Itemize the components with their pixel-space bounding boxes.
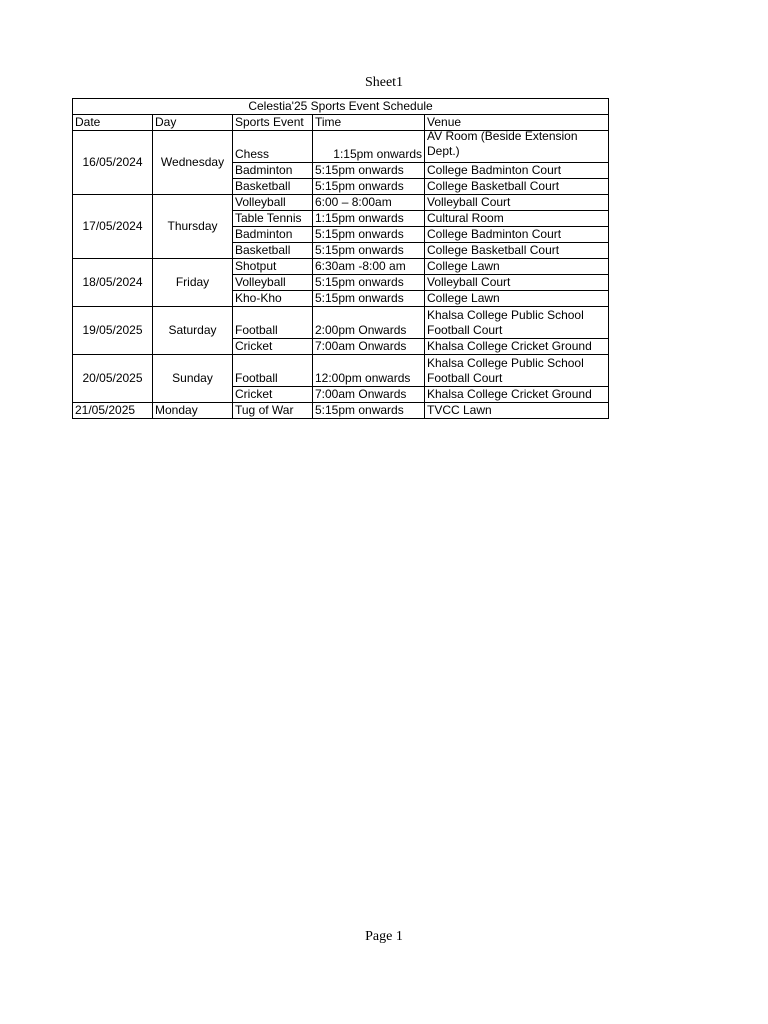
event-cell: Volleyball — [233, 195, 313, 211]
table-row — [73, 307, 609, 339]
table-row — [73, 355, 609, 387]
time-cell: 5:15pm onwards — [313, 227, 425, 243]
date-cell: 19/05/2025 — [73, 307, 153, 355]
date-cell: 18/05/2024 — [73, 259, 153, 307]
time-cell: 7:00am Onwards — [313, 387, 425, 403]
time-cell: 6:30am -8:00 am — [313, 259, 425, 275]
day-cell: Sunday — [153, 355, 233, 403]
date-cell: 20/05/2025 — [73, 355, 153, 403]
sports-schedule-table — [72, 98, 609, 419]
time-cell: 5:15pm onwards — [313, 403, 425, 419]
table-row — [73, 403, 609, 419]
day-cell: Wednesday — [153, 131, 233, 195]
day-cell: Thursday — [153, 195, 233, 259]
table-title-row — [73, 99, 609, 115]
venue-cell: Cultural Room — [425, 211, 609, 227]
venue-cell: College Lawn — [425, 259, 609, 275]
header-date: Date — [73, 115, 153, 131]
venue-cell: Volleyball Court — [425, 275, 609, 291]
event-cell: Chess — [233, 131, 313, 163]
table-row — [73, 131, 609, 163]
page-number: Page 1 — [365, 929, 403, 944]
event-cell: Football — [233, 307, 313, 339]
day-cell: Friday — [153, 259, 233, 307]
table-title: Celestia'25 Sports Event Schedule — [73, 99, 609, 115]
event-cell: Table Tennis — [233, 211, 313, 227]
venue-cell — [425, 131, 609, 163]
time-cell: 2:00pm Onwards — [313, 307, 425, 339]
table-row — [73, 259, 609, 275]
venue-cell: TVCC Lawn — [425, 403, 609, 419]
venue-line-1: Khalsa College Public School — [427, 355, 584, 370]
venue-cell: College Badminton Court — [425, 163, 609, 179]
event-cell: Cricket — [233, 387, 313, 403]
venue-cell: College Badminton Court — [425, 227, 609, 243]
header-day: Day — [153, 115, 233, 131]
event-cell: Badminton — [233, 163, 313, 179]
header-venue: Venue — [425, 115, 609, 131]
time-cell: 12:00pm onwards — [313, 355, 425, 387]
venue-cell: Khalsa College Cricket Ground — [425, 339, 609, 355]
time-cell: 6:00 – 8:00am — [313, 195, 425, 211]
time-cell: 1:15pm onwards — [313, 211, 425, 227]
header-row — [73, 115, 609, 131]
venue-cell — [425, 307, 609, 339]
sheet-title: Sheet1 — [364, 75, 404, 90]
venue-line-2: Dept.) — [427, 144, 460, 158]
time-cell: 5:15pm onwards — [313, 291, 425, 307]
time-cell: 1:15pm onwards — [313, 131, 425, 163]
table-row — [73, 195, 609, 211]
event-cell: Basketball — [233, 243, 313, 259]
event-cell: Shotput — [233, 259, 313, 275]
venue-cell: Khalsa College Cricket Ground — [425, 387, 609, 403]
event-cell: Football — [233, 355, 313, 387]
venue-cell: College Basketball Court — [425, 243, 609, 259]
time-cell: 5:15pm onwards — [313, 275, 425, 291]
event-cell: Tug of War — [233, 403, 313, 419]
event-cell: Badminton — [233, 227, 313, 243]
event-cell: Volleyball — [233, 275, 313, 291]
venue-line-2: Football Court — [427, 322, 503, 337]
venue-cell: College Basketball Court — [425, 179, 609, 195]
event-cell: Cricket — [233, 339, 313, 355]
header-sports-event: Sports Event — [233, 115, 313, 131]
date-cell: 16/05/2024 — [73, 131, 153, 195]
venue-line-1: AV Room (Beside Extension — [427, 130, 578, 143]
date-cell: 21/05/2025 — [73, 403, 153, 419]
day-cell: Monday — [153, 403, 233, 419]
time-cell: 5:15pm onwards — [313, 179, 425, 195]
venue-cell: College Lawn — [425, 291, 609, 307]
day-cell: Saturday — [153, 307, 233, 355]
venue-cell: Volleyball Court — [425, 195, 609, 211]
header-time: Time — [313, 115, 425, 131]
time-cell: 7:00am Onwards — [313, 339, 425, 355]
venue-line-2: Football Court — [427, 370, 503, 385]
time-cell: 5:15pm onwards — [313, 163, 425, 179]
venue-line-1: Khalsa College Public School — [427, 307, 584, 322]
time-cell: 5:15pm onwards — [313, 243, 425, 259]
venue-cell — [425, 355, 609, 387]
date-cell: 17/05/2024 — [73, 195, 153, 259]
event-cell: Basketball — [233, 179, 313, 195]
event-cell: Kho-Kho — [233, 291, 313, 307]
